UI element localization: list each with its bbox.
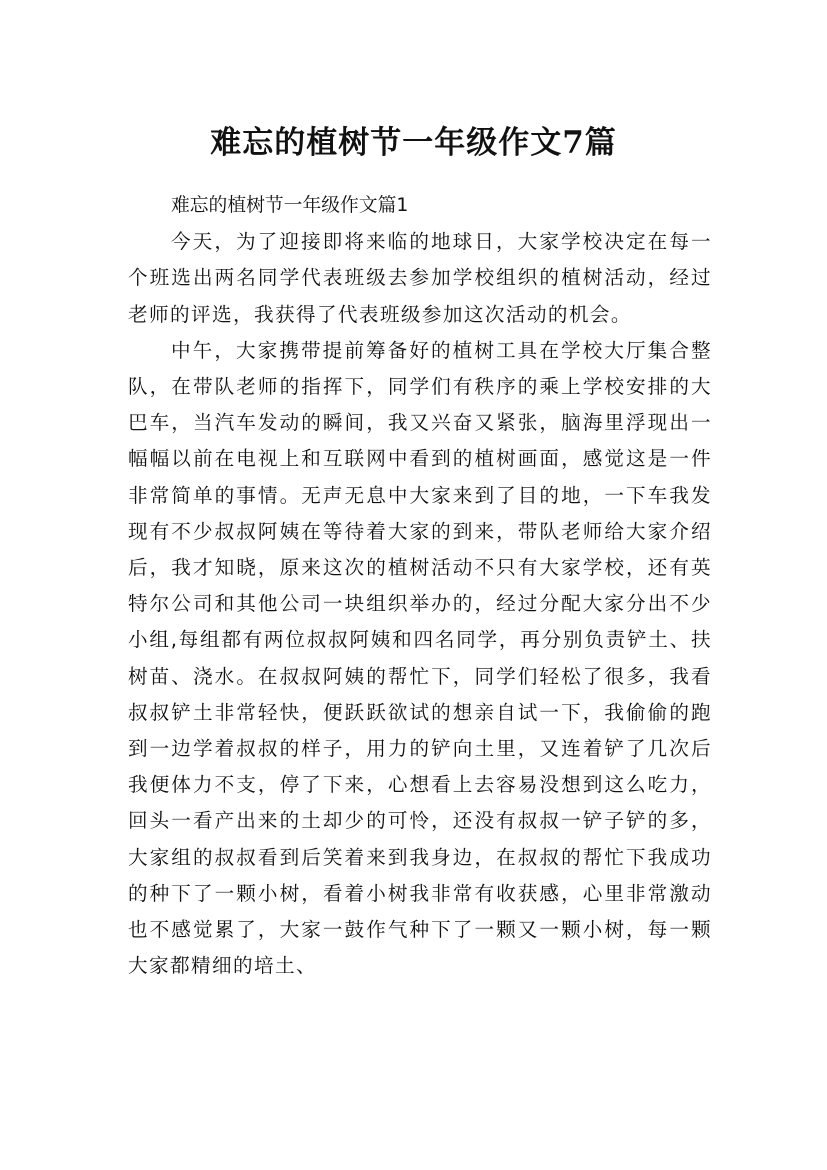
section-heading: 难忘的植树节一年级作文篇1: [171, 195, 409, 216]
paragraph-2: 中午，大家携带提前筹备好的植树工具在学校大厅集合整队，在带队老师的指挥下，同学们有秩序的乘上学校安排的大巴车，当汽车发动的瞬间，我又兴奋又紧张，脑海里浮现出一幅幅以前在电视上和互联网中看到的植树画面，感觉这是一件非常简单的事情。无声无息中大家来到了目的地，一下车我发现有不少叔叔阿姨在等待着大家的到来，带队老师给大家介绍后，我才知晓，原来这次的植树活动不只有大家学校，还有英特尔公司和其他公司一块组织举办的，经过分配大家分出不少小组,每组都有两位叔叔阿姨和四名同学，再分别负责铲土、扶树苗、浇水。在叔叔阿姨的帮忙下，同学们轻松了很多，我看叔叔铲土非常轻快，便跃跃欲试的想亲自试一下，我偷偷的跑到一边学着叔叔的样子，用力的铲向土里，又连着铲了几次后我便体力不支，停了下来，心想看上去容易没想到这么吃力，回头一看产出来的土却少的可怜，还没有叔叔一铲子铲的多，大家组的叔叔看到后笑着来到我身边，在叔叔的帮忙下我成功的种下了一颗小树，看着小树我非常有收获感，心里非常激动也不感觉累了，大家一鼓作气种下了一颗又一颗小树，每一颗大家都精细的培土、: [128, 338, 712, 978]
paragraph-1: 今天，为了迎接即将来临的地球日，大家学校决定在每一个班选出两名同学代表班级去参加学校组织的植树活动，经过老师的评选，我获得了代表班级参加这次活动的机会。: [128, 230, 712, 326]
document-title: 难忘的植树节一年级作文7篇: [210, 124, 617, 161]
